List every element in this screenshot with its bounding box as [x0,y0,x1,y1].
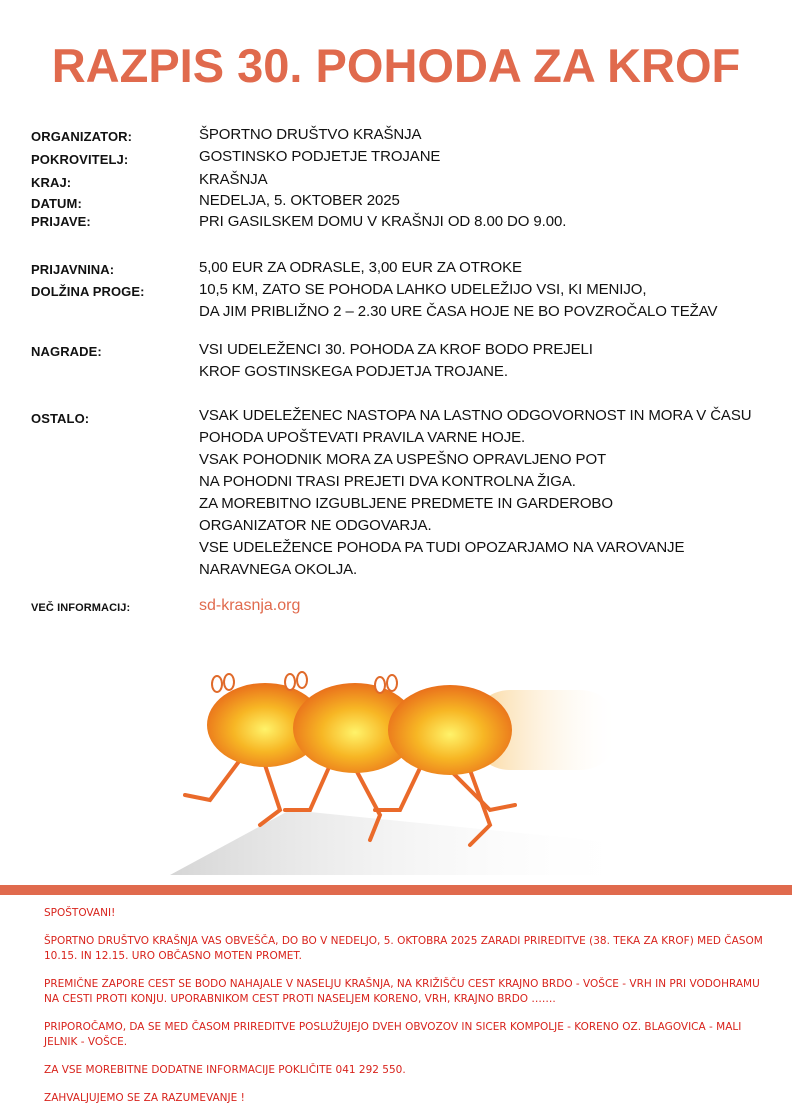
value-route-length [199,279,717,323]
value-line: GOSTINSKO PODJETJE TROJANE [199,148,441,165]
value-line: VSAK POHODNIK MORA ZA USPEŠNO OPRAVLJENO POT [199,451,607,468]
value-date [199,190,400,212]
value-line: VSAK UDELEŽENEC NASTOPA NA LASTNO ODGOVORNOST IN MORA V ČASU [199,407,752,424]
value-place [199,169,268,191]
value-line: NARAVNEGA OKOLJA. [199,561,358,578]
notice-paragraph: ŠPORTNO DRUŠTVO KRAŠNJA VAS OBVEŠČA, DO BO V NEDELJO, 5. OKTOBRA 2025 ZARADI PRIREDITVE (38. TEKA ZA KROF) MED ČASOM 10.15. IN 12.15. URO OBČASNO MOTEN PROMET. [44,935,763,962]
notice-greeting: SPOŠTOVANI! [44,907,116,919]
value-registration [199,211,566,233]
page-title: RAZPIS 30. POHODA ZA KROF [51,39,741,92]
notice-closing: ZAHVALJUJEMO SE ZA RAZUMEVANJE ! [44,1092,245,1104]
value-line: ORGANIZATOR NE ODGOVARJA. [199,517,432,534]
value-fee [199,257,522,279]
value-organizer [199,124,421,146]
value-line: ŠPORTNO DRUŠTVO KRAŠNJA [199,126,422,143]
value-line: 5,00 EUR ZA ODRASLE, 3,00 EUR ZA OTROKE [199,259,522,276]
value-line: ZA MOREBITNO IZGUBLJENE PREDMETE IN GARDEROBO [199,495,613,512]
value-line: VSI UDELEŽENCI 30. POHODA ZA KROF BODO PREJELI [199,341,593,358]
label-prizes: NAGRADE: [31,344,102,359]
label-organizer: ORGANIZATOR: [31,129,133,144]
value-line: KRAŠNJA [199,171,268,188]
label-more-info: VEČ INFORMACIJ: [31,602,131,614]
value-line: KROF GOSTINSKEGA PODJETJA TROJANE. [199,363,508,380]
label-place: KRAJ: [31,175,72,190]
label-fee: PRIJAVNINA: [31,262,115,277]
value-prizes [199,339,593,383]
label-sponsor: POKROVITELJ: [31,152,129,167]
value-other [199,405,751,581]
website-link[interactable]: sd-krasnja.org [199,597,301,614]
value-line: DA JIM PRIBLIŽNO 2 – 2.30 URE ČASA HOJE NE BO POVZROČALO TEŽAV [199,303,718,320]
notice-paragraph: PREMIČNE ZAPORE CEST SE BODO NAHAJALE V NASELJU KRAŠNJA, NA KRIŽIŠČU CEST KRAJNO BRDO - VOŠCE - VRH IN PRI VODOHRAMU NA CESTI PROTI KONJU. UPORABNIKOM CEST PROTI NASELJEM KORENO, VRH, KRAJNO BRDO ……. [44,978,760,1005]
value-line: PRI GASILSKEM DOMU V KRAŠNJI OD 8.00 DO 9.00. [199,213,567,230]
label-registration: PRIJAVE: [31,214,91,229]
value-line: NEDELJA, 5. OKTOBER 2025 [199,192,400,209]
divider-band [0,885,792,895]
value-line: 10,5 KM, ZATO SE POHODA LAHKO UDELEŽIJO VSI, KI MENIJO, [199,281,647,298]
label-route-length: DOLŽINA PROGE: [31,284,145,299]
label-date: DATUM: [31,196,82,211]
notice-paragraph: PRIPOROČAMO, DA SE MED ČASOM PRIREDITVE POSLUŽUJEJO DVEH OBVOZOV IN SICER KOMPOLJE - KORENO OZ. BLAGOVICA - MALI JELNIK - VOŠCE. [44,1021,742,1048]
value-line: VSE UDELEŽENCE POHODA PA TUDI OPOZARJAMO NA VAROVANJE [199,539,685,556]
traffic-notice [44,906,764,1119]
notice-paragraph: ZA VSE MOREBITNE DODATNE INFORMACIJE POKLIČITE 041 292 550. [44,1064,406,1076]
value-line: POHODA UPOŠTEVATI PRAVILA VARNE HOJE. [199,429,526,446]
value-sponsor [199,146,440,168]
value-line: NA POHODNI TRASI PREJETI DVA KONTROLNA ŽIGA. [199,473,576,490]
running-donuts-illustration [170,660,640,875]
label-other: OSTALO: [31,411,90,426]
